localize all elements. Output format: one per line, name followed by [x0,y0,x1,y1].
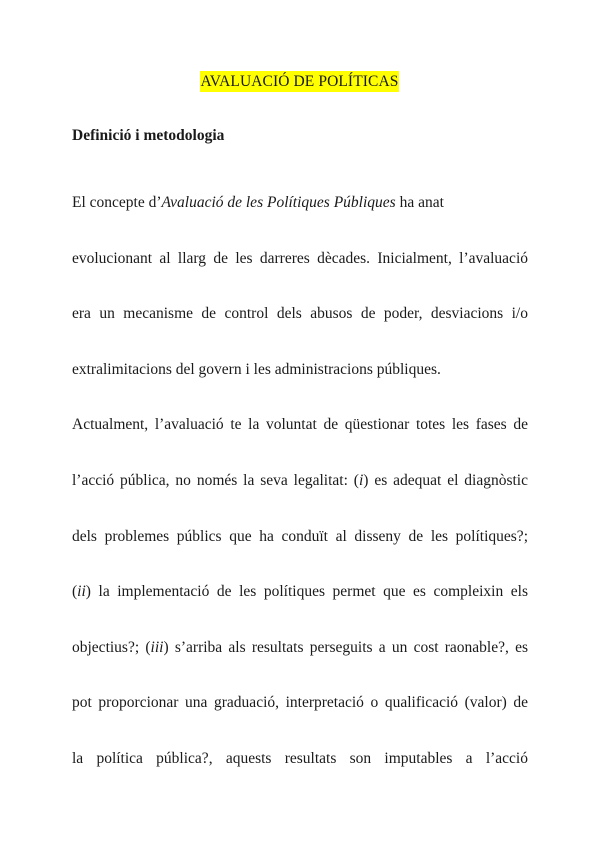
text-segment: evolucionant al llarg de les darreres dècades. Inicialment, l’avaluació [72,250,528,267]
text-segment: ha anat [395,194,444,211]
document-title: AVALUACIÓ DE POLÍTICAS [200,73,399,90]
text-segment: pot proporcionar una graduació, interpretació o qualificació (valor) de [72,694,528,711]
text-segment: ) la implementació de les polítiques permet que es compleixin els [85,583,528,600]
italic-text: Avaluació de les Polítiques Públiques [161,194,396,211]
paragraph-line [72,415,528,435]
text-segment: Actualment, l’avaluació te la voluntat de qüestionar totes les fases de [72,416,528,433]
paragraph-line [72,749,528,769]
paragraph-line [72,693,528,713]
paragraph-line [72,304,528,324]
paragraph-line [72,249,528,269]
text-segment: dels problemes públics que ha conduït al disseny de les polítiques?; [72,528,528,545]
paragraph-line [72,527,528,547]
section-heading: Definició i metodologia [72,127,225,144]
text-segment: objectius?; ( [72,639,151,656]
italic-text: ii [77,583,86,600]
text-segment: l’acció pública, no només la seva legalitat: ( [72,472,359,489]
text-segment: ) s’arriba als resultats perseguits a un cost raonable?, es [163,639,528,656]
text-segment: la política pública?, aquests resultats son imputables a l’acció [72,750,528,767]
italic-text: iii [150,639,164,656]
text-segment: era un mecanisme de control dels abusos de poder, desviacions i/o [72,305,528,322]
paragraph-line [72,471,528,491]
title-container [0,71,599,92]
text-segment: ( [72,583,78,600]
paragraph-line [72,582,528,602]
text-segment: ) es adequat el diagnòstic [363,472,528,489]
italic-text: i [358,472,364,489]
paragraph-line [72,193,528,213]
text-segment: El concepte d’ [72,194,162,211]
paragraph-line [72,360,528,380]
text-segment: extralimitacions del govern i les administracions públiques. [72,361,441,378]
paragraph-line [72,638,528,658]
